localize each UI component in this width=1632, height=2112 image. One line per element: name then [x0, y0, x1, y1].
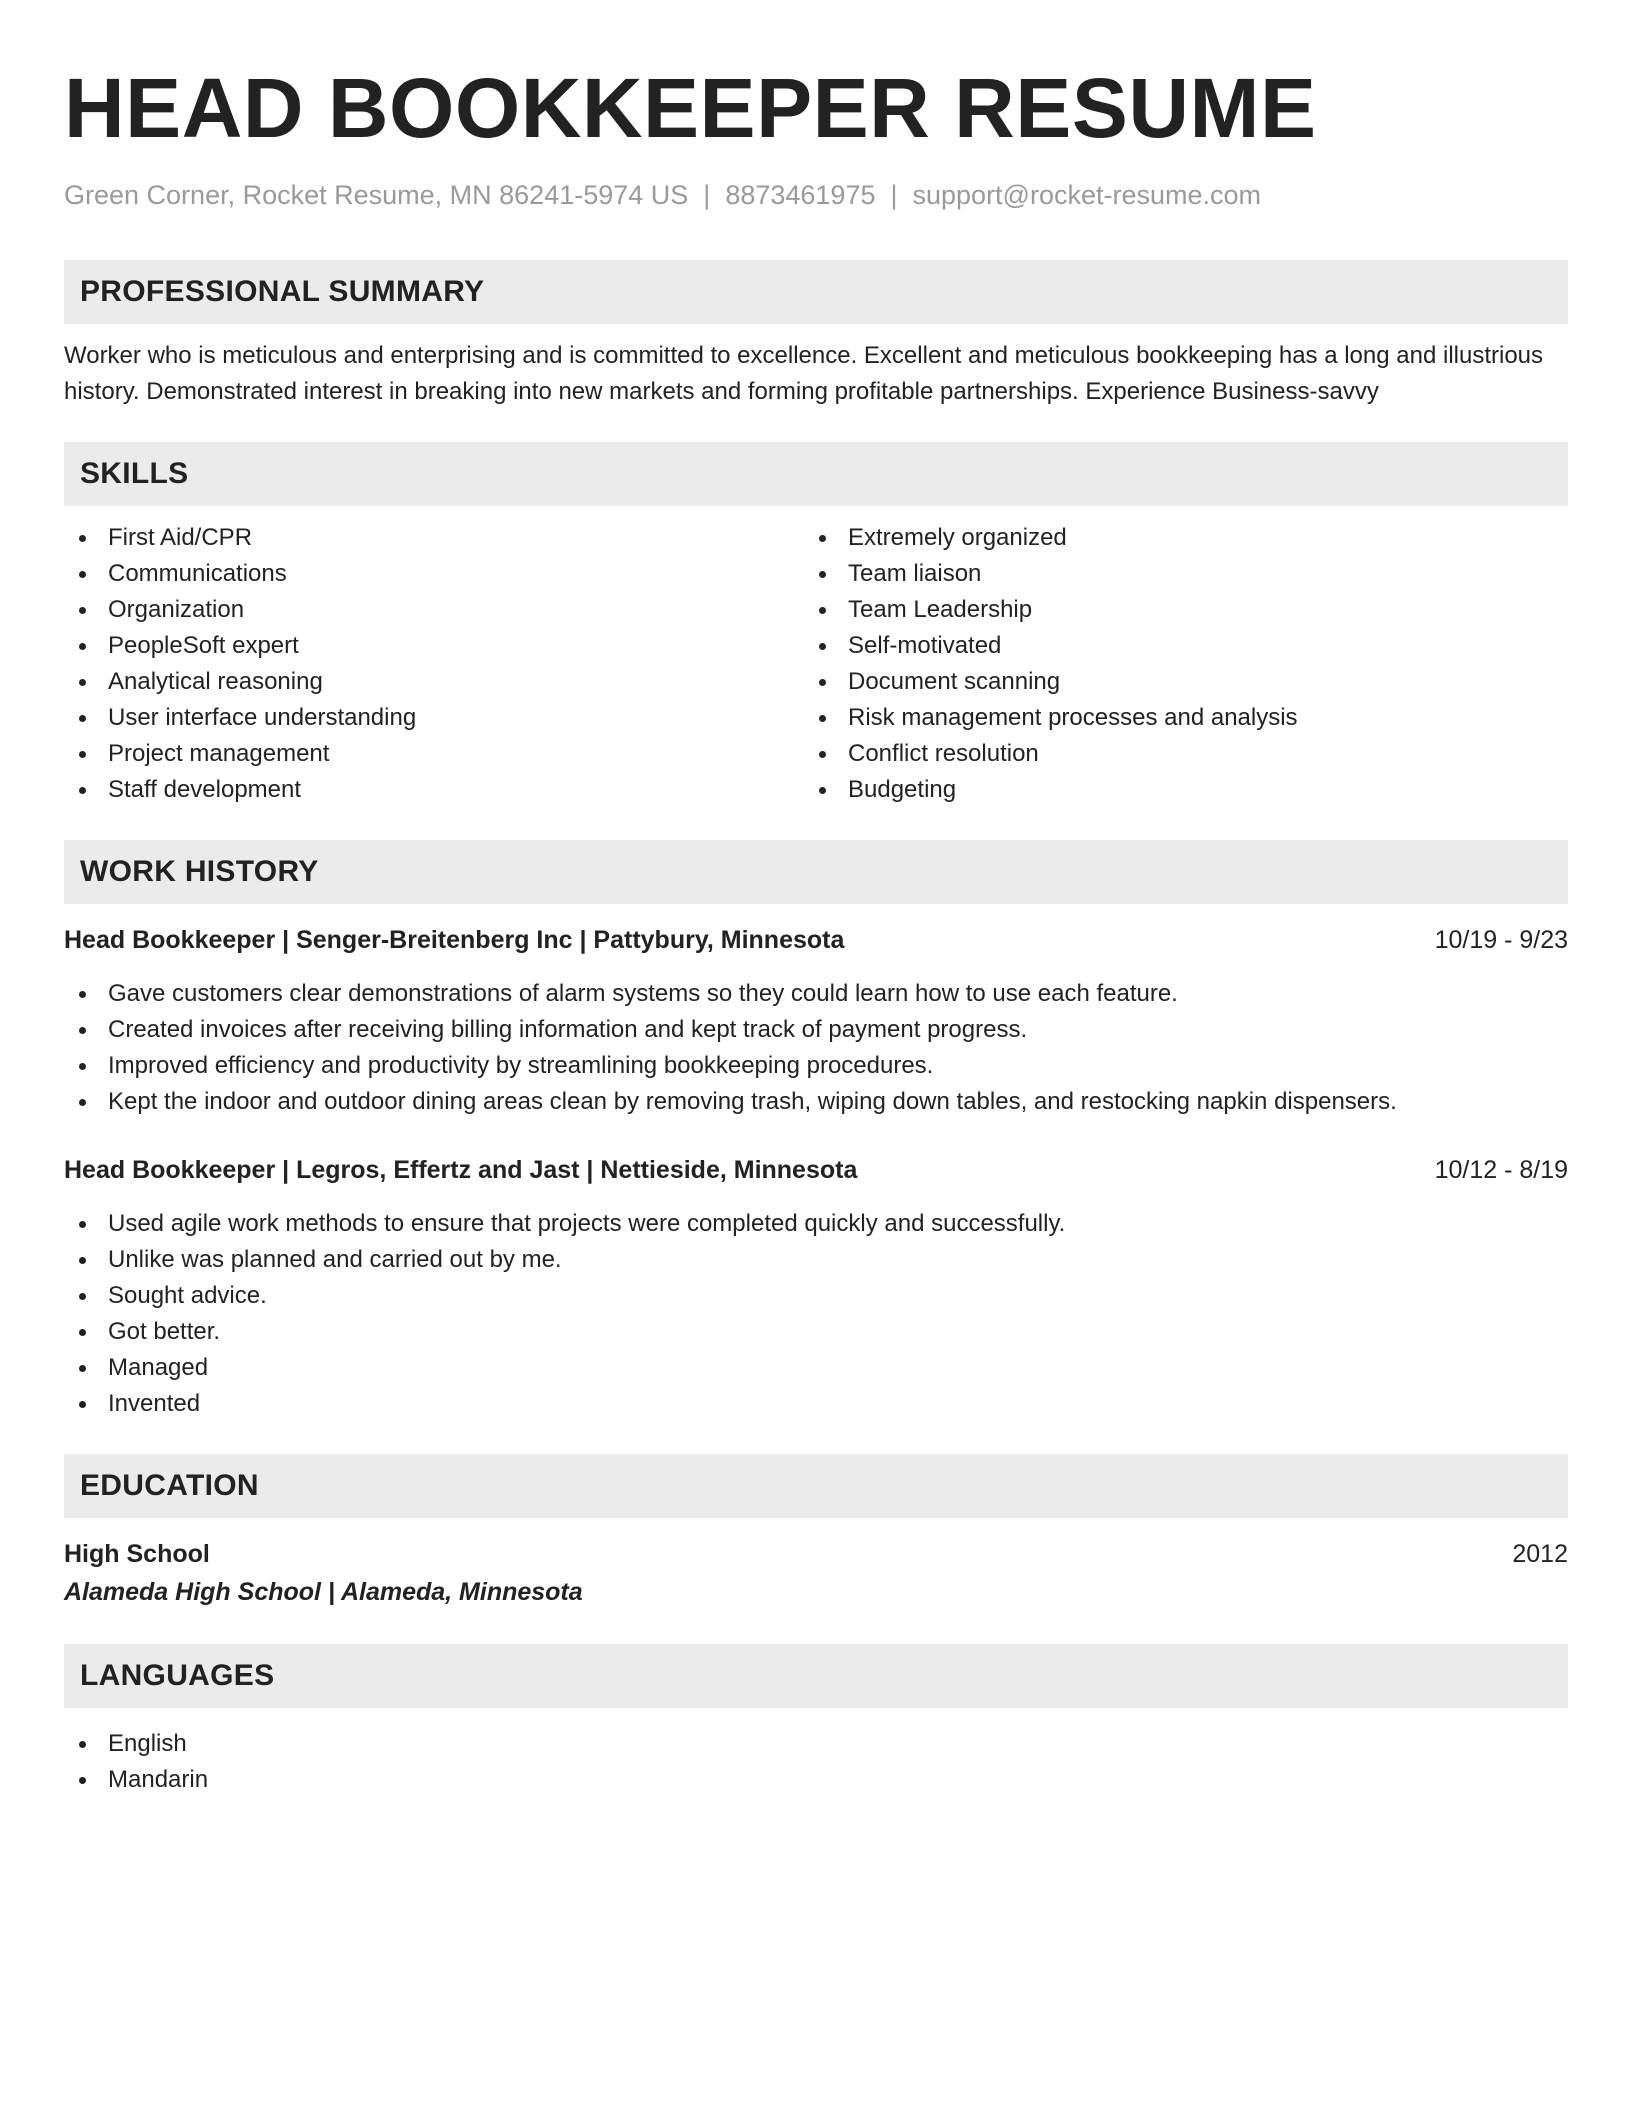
job-bullet: Got better.	[64, 1314, 1568, 1350]
skills-heading: SKILLS	[80, 457, 189, 490]
skill-item: PeopleSoft expert	[64, 628, 804, 664]
contact-email: support@rocket-resume.com	[912, 180, 1262, 210]
education-year: 2012	[1512, 1540, 1568, 1568]
education-heading: EDUCATION	[80, 1469, 259, 1502]
job-dates: 10/12 - 8/19	[1434, 1156, 1568, 1184]
job-entry-header	[64, 922, 1568, 958]
contact-separator: |	[890, 180, 898, 210]
language-item: Mandarin	[64, 1762, 1568, 1798]
contact-phone: 8873461975	[725, 180, 876, 210]
skills-column-right	[804, 520, 1544, 808]
job-dates: 10/19 - 9/23	[1434, 926, 1568, 954]
language-item: English	[64, 1726, 1568, 1762]
contact-separator: |	[703, 180, 711, 210]
job-title: Head Bookkeeper | Senger-Breitenberg Inc | Pattybury, Minnesota	[64, 926, 845, 954]
skill-item: Project management	[64, 736, 804, 772]
skill-item: Extremely organized	[804, 520, 1544, 556]
education-degree: High School	[64, 1540, 210, 1568]
languages-section-header	[64, 1644, 1568, 1708]
education-entry-header	[64, 1536, 1568, 1572]
job-bullet: Improved efficiency and productivity by streamlining bookkeeping procedures.	[64, 1048, 1568, 1084]
skills-column-left	[64, 520, 804, 808]
skill-item: Team liaison	[804, 556, 1544, 592]
work-section-header	[64, 840, 1568, 904]
summary-text: Worker who is meticulous and enterprising and is committed to excellence. Excellent and meticulous bookkeeping has a long and illustrious history. Demonstrated interest in breaking into new markets and forming profitable partnerships. Experience Business-savvy	[64, 342, 1544, 405]
education-school: Alameda High School | Alameda, Minnesota	[64, 1578, 583, 1606]
contact-line	[64, 178, 1568, 212]
job-bullet-list	[64, 976, 1568, 1120]
job-bullet-list	[64, 1206, 1568, 1422]
job-bullet: Kept the indoor and outdoor dining areas clean by removing trash, wiping down tables, and restocking napkin dispensers.	[64, 1084, 1568, 1120]
skill-item: Conflict resolution	[804, 736, 1544, 772]
skill-item: Self-motivated	[804, 628, 1544, 664]
resume-title: HEAD BOOKKEEPER RESUME	[64, 61, 1317, 155]
skill-item: First Aid/CPR	[64, 520, 804, 556]
job-bullet: Created invoices after receiving billing information and kept track of payment progress.	[64, 1012, 1568, 1048]
skill-item: Communications	[64, 556, 804, 592]
work-heading: WORK HISTORY	[80, 855, 319, 888]
skill-item: Team Leadership	[804, 592, 1544, 628]
skills-grid	[64, 520, 1568, 808]
skill-item: Analytical reasoning	[64, 664, 804, 700]
skills-section-header	[64, 442, 1568, 506]
job-entry-header	[64, 1152, 1568, 1188]
job-bullet: Gave customers clear demonstrations of alarm systems so they could learn how to use each feature.	[64, 976, 1568, 1012]
skill-item: Budgeting	[804, 772, 1544, 808]
skill-item: Staff development	[64, 772, 804, 808]
education-section-header	[64, 1454, 1568, 1518]
skill-item: Organization	[64, 592, 804, 628]
summary-heading: PROFESSIONAL SUMMARY	[80, 275, 485, 308]
skill-item: Document scanning	[804, 664, 1544, 700]
job-bullet: Managed	[64, 1350, 1568, 1386]
skill-item: User interface understanding	[64, 700, 804, 736]
contact-address: Green Corner, Rocket Resume, MN 86241-5974 US	[64, 180, 689, 210]
job-bullet: Sought advice.	[64, 1278, 1568, 1314]
job-bullet: Unlike was planned and carried out by me.	[64, 1242, 1568, 1278]
summary-section-header	[64, 260, 1568, 324]
languages-heading: LANGUAGES	[80, 1659, 275, 1692]
job-bullet: Used agile work methods to ensure that projects were completed quickly and successfully.	[64, 1206, 1568, 1242]
job-bullet: Invented	[64, 1386, 1568, 1422]
skill-item: Risk management processes and analysis	[804, 700, 1544, 736]
job-title: Head Bookkeeper | Legros, Effertz and Jast | Nettieside, Minnesota	[64, 1156, 858, 1184]
languages-list	[64, 1726, 1568, 1798]
